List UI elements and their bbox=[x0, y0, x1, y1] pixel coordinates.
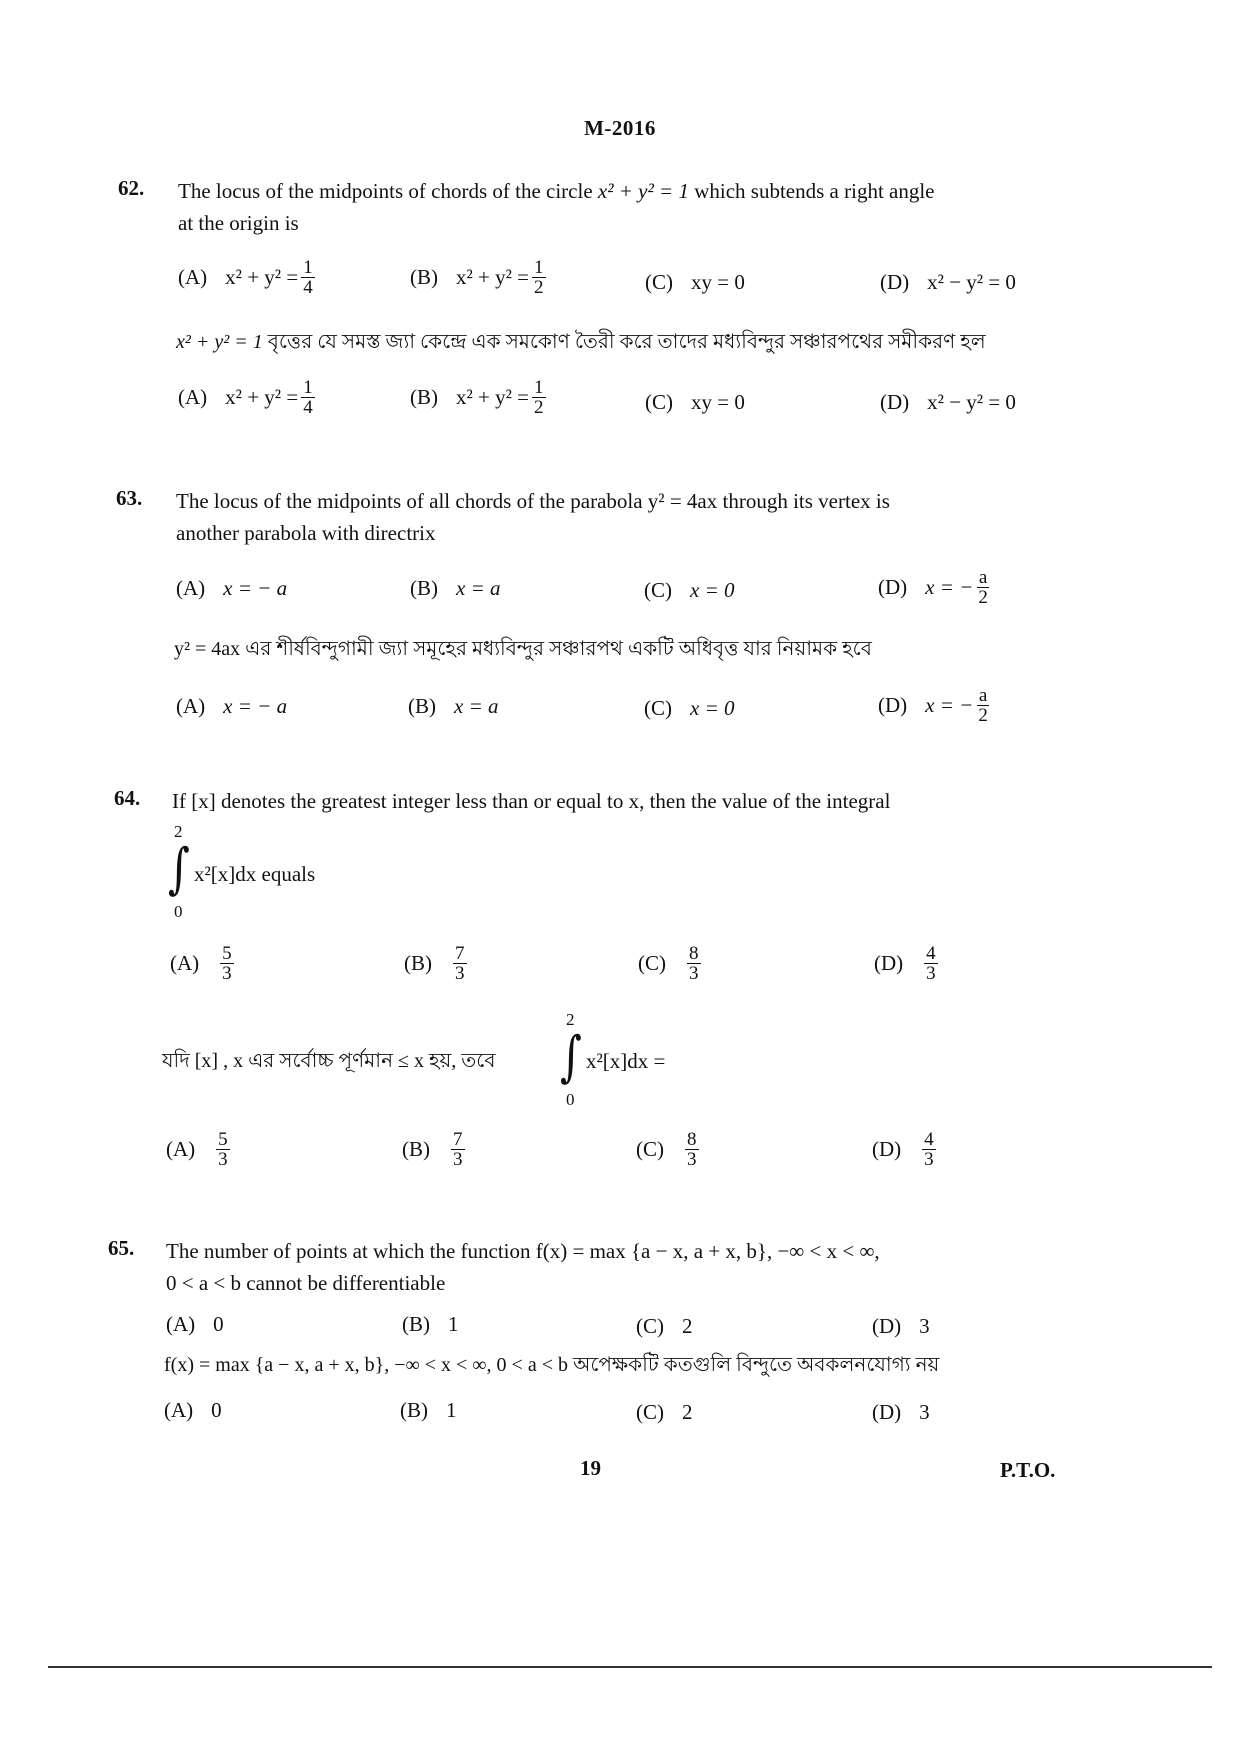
integral-sign: ∫ bbox=[168, 836, 190, 901]
question-number: 64. bbox=[114, 786, 141, 810]
option-c-bengali[interactable]: (C) $\frac{8}{3}$ bbox=[636, 1129, 697, 1170]
option-d-bengali[interactable]: (D) 3 bbox=[872, 1400, 930, 1424]
page-header: M-2016 bbox=[584, 116, 656, 140]
option-d[interactable]: (D) 3 bbox=[872, 1314, 930, 1338]
option-b[interactable]: (B) $\frac{7}{3}$ bbox=[404, 943, 465, 984]
option-c[interactable]: (C) 2 bbox=[636, 1314, 693, 1338]
question-text: The locus of the midpoints of chords of the circle x² + y² = 1 which subtends a right angle at the origin is bbox=[178, 179, 935, 235]
option-c[interactable]: (C) $\frac{8}{3}$ bbox=[638, 943, 699, 984]
question-text-bengali: y² = 4ax এর শীর্ষবিন্দুগামী জ্যা সমূহের মধ্যবিন্দুর সঞ্চারপথ একটি অধিবৃত্ত যার নিয়ামক হবে bbox=[174, 638, 872, 660]
question-text: The locus of the midpoints of all chords of the parabola y² = 4ax through its vertex is another parabola with directrix bbox=[176, 489, 890, 545]
option-b[interactable]: (B) x = a bbox=[410, 576, 501, 600]
integrand: x²[x]dx equals bbox=[194, 862, 316, 886]
integral-upper-limit: 2 bbox=[566, 1010, 575, 1029]
option-c-bengali[interactable]: (C) x = 0 bbox=[644, 696, 735, 720]
option-b[interactable]: (B) 1 bbox=[402, 1312, 459, 1336]
question-number: 63. bbox=[116, 486, 143, 510]
question-text-bengali: যদি [x] , x এর সর্বোচ্চ পূর্ণমান ≤ x হয়, তবে bbox=[162, 1050, 496, 1072]
question-text-bengali: f(x) = max {a − x, a + x, b}, −∞ < x < ∞, 0 < a < b অপেক্ষকটি কতগুলি বিন্দুতে অবকলনযোগ্য নয় bbox=[164, 1354, 940, 1376]
page-number: 19 bbox=[580, 1456, 601, 1480]
fraction: $\frac{8}{3}$ bbox=[687, 1129, 697, 1170]
question-number: 65. bbox=[108, 1236, 135, 1260]
fraction: $\frac{7}{3}$ bbox=[455, 943, 465, 984]
option-d[interactable]: (D) $\frac{4}{3}$ bbox=[874, 943, 936, 984]
option-a-bengali[interactable]: (A) $\frac{5}{3}$ bbox=[166, 1129, 228, 1170]
option-a-bengali[interactable]: (A) x² + y² = $\frac{1}{4}$ bbox=[178, 377, 313, 418]
option-a[interactable]: (A) x = − a bbox=[176, 576, 288, 600]
option-d[interactable]: (D) x² − y² = 0 bbox=[880, 270, 1016, 294]
fraction: $\frac{5}{3}$ bbox=[222, 943, 232, 984]
integral-lower-limit: 0 bbox=[174, 902, 183, 921]
pto-label: P.T.O. bbox=[1000, 1458, 1056, 1482]
option-d-bengali[interactable]: (D) x² − y² = 0 bbox=[880, 390, 1016, 414]
option-a[interactable]: (A) x² + y² = $\frac{1}{4}$ bbox=[178, 257, 313, 298]
option-a[interactable]: (A) $\frac{5}{3}$ bbox=[170, 943, 232, 984]
fraction: $\frac{1}{2}$ bbox=[534, 377, 544, 418]
option-c-bengali[interactable]: (C) 2 bbox=[636, 1400, 693, 1424]
question-text: The number of points at which the function f(x) = max {a − x, a + x, b}, −∞ < x < ∞, 0 < a < b cannot be differentiable bbox=[166, 1239, 880, 1295]
integral-sign: ∫ bbox=[560, 1024, 582, 1089]
integrand-bengali: x²[x]dx = bbox=[586, 1049, 666, 1073]
option-c-bengali[interactable]: (C) xy = 0 bbox=[645, 390, 745, 414]
fraction: $\frac{a}{2}$ bbox=[978, 685, 988, 726]
fraction: $\frac{1}{2}$ bbox=[534, 257, 544, 298]
fraction: $\frac{5}{3}$ bbox=[218, 1129, 228, 1170]
option-b[interactable]: (B) x² + y² = $\frac{1}{2}$ bbox=[410, 257, 544, 298]
question-number: 62. bbox=[118, 176, 145, 200]
integral-upper-limit: 2 bbox=[174, 822, 183, 841]
integral-lower-limit: 0 bbox=[566, 1090, 575, 1109]
fraction: $\frac{7}{3}$ bbox=[453, 1129, 463, 1170]
circle-equation: x² + y² = 1 bbox=[597, 179, 689, 203]
fraction: $\frac{4}{3}$ bbox=[926, 943, 936, 984]
option-b-bengali[interactable]: (B) 1 bbox=[400, 1398, 457, 1422]
option-d[interactable]: (D) x = − $\frac{a}{2}$ bbox=[878, 567, 988, 608]
fraction: $\frac{a}{2}$ bbox=[978, 567, 988, 608]
question-text-bengali: x² + y² = 1 বৃত্তের যে সমস্ত জ্যা কেন্দ্রে এক সমকোণ তৈরী করে তাদের মধ্যবিন্দুর সঞ্চারপথের সমীকরণ হল bbox=[176, 331, 986, 353]
option-d-bengali[interactable]: (D) $\frac{4}{3}$ bbox=[872, 1129, 934, 1170]
option-a-bengali[interactable]: (A) 0 bbox=[164, 1398, 222, 1422]
option-b-bengali[interactable]: (B) $\frac{7}{3}$ bbox=[402, 1129, 463, 1170]
bottom-rule bbox=[48, 1666, 1212, 1668]
fraction: $\frac{1}{4}$ bbox=[303, 257, 313, 298]
option-b-bengali[interactable]: (B) x = a bbox=[408, 694, 499, 718]
fraction: $\frac{8}{3}$ bbox=[689, 943, 699, 984]
option-d-bengali[interactable]: (D) x = − $\frac{a}{2}$ bbox=[878, 685, 988, 726]
fraction: $\frac{4}{3}$ bbox=[924, 1129, 934, 1170]
option-c[interactable]: (C) x = 0 bbox=[644, 578, 735, 602]
question-text: If [x] denotes the greatest integer less than or equal to x, then the value of the integral bbox=[172, 789, 891, 813]
option-b-bengali[interactable]: (B) x² + y² = $\frac{1}{2}$ bbox=[410, 377, 544, 418]
option-a[interactable]: (A) 0 bbox=[166, 1312, 224, 1336]
fraction: $\frac{1}{4}$ bbox=[303, 377, 313, 418]
option-c[interactable]: (C) xy = 0 bbox=[645, 270, 745, 294]
option-a-bengali[interactable]: (A) x = − a bbox=[176, 694, 288, 718]
